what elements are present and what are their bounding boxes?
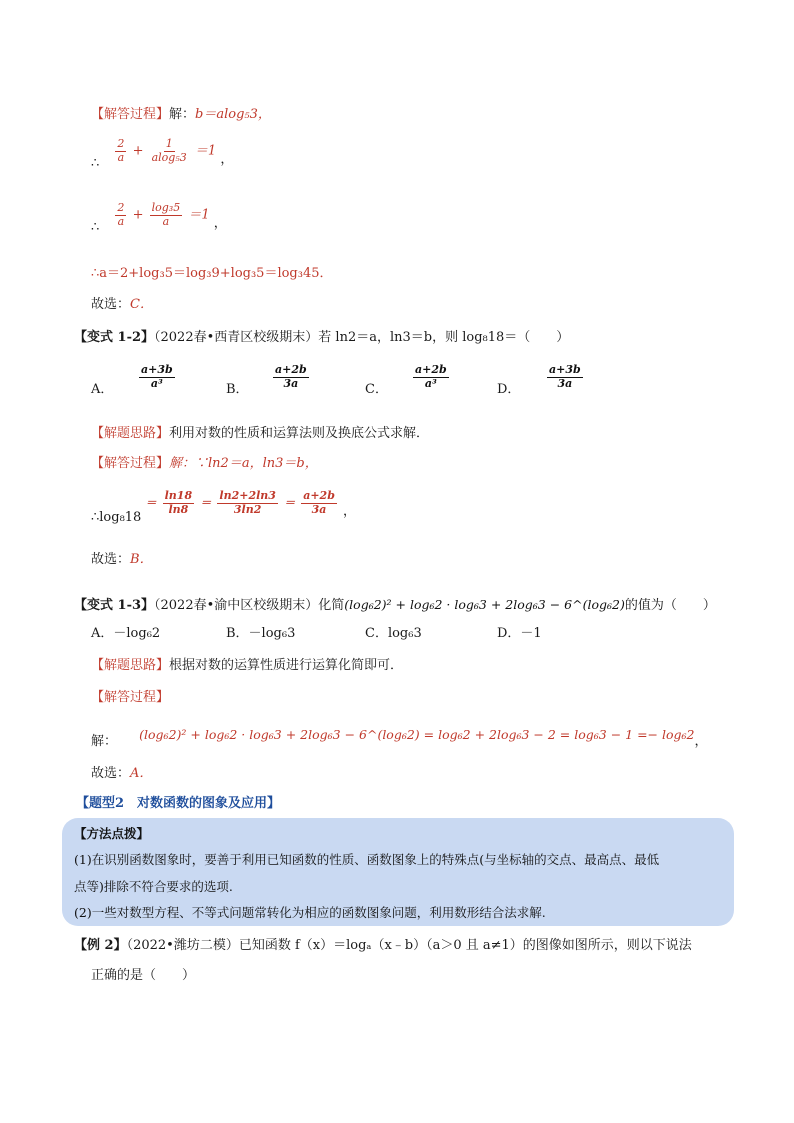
- therefore-symbol: ∴: [91, 155, 100, 171]
- solution-idea-tag: 【解题思路】: [91, 658, 170, 673]
- tips-title: 【方法点拨】: [74, 826, 150, 841]
- solution-expression: (log₆2)² + log₆2 · log₆3 + 2log₆3 − 6^(log₆2) = log₆2 + 2log₆3 − 2 = log₆3 − 1 =− log₆2: [139, 727, 695, 742]
- solution-idea-tag: 【解题思路】: [91, 426, 170, 441]
- options-row: [91, 364, 611, 404]
- option-c-label: C．: [365, 382, 388, 397]
- question-text-tail: 的值为（ ）: [624, 598, 716, 613]
- comma: ，: [220, 151, 234, 167]
- q13-option-c: C．log₆3: [365, 626, 422, 641]
- solution-idea-line: [91, 654, 403, 673]
- tips-line-3: (2)一些对数型方程、不等式问题常转化为相应的函数图象问题，利用数形结合法求解.: [74, 905, 546, 920]
- question-expression: (log₆2)² + log₆2 · log₆3 + 2log₆3 − 6^(log₆2): [344, 597, 625, 612]
- q13-option-a: A．－log₆2: [91, 626, 161, 641]
- answer-label: 故选：: [91, 552, 131, 567]
- answer-process-line: [91, 103, 271, 122]
- answer-label: 故选：: [91, 766, 131, 781]
- option-a-fraction: $\frac{a+3b}{\text{a³}}$: [141, 363, 173, 390]
- solution-lead: 解：: [91, 734, 118, 749]
- option-d-label: D．: [497, 382, 521, 397]
- q13-option-d: D．－1: [497, 626, 542, 641]
- question-tag: 【变式 1-3】: [74, 598, 155, 613]
- equation-line-1: [91, 137, 234, 171]
- option-c-fraction: $\frac{a+2b}{\text{a³}}$: [415, 363, 447, 390]
- fraction: $\frac{1}{\text{alog₅3}}$: [151, 137, 187, 164]
- answer-process-tag: 【解答过程】: [91, 690, 170, 705]
- fraction: $\frac{\text{log₃5}}{a}$: [151, 201, 181, 228]
- option-d-fraction: $\frac{a+3b}{3a}$: [549, 363, 581, 390]
- plus-sign: +: [132, 143, 144, 159]
- question-source: （2022春•渝中区校级期末）: [154, 598, 319, 613]
- answer-line: [91, 293, 153, 312]
- answer-value: C．: [130, 297, 153, 312]
- comma: ，: [343, 503, 357, 519]
- result-line: ∴a＝2+log₃5＝log₃9+log₃5＝log₃45．: [91, 266, 333, 281]
- option-b-label: B．: [226, 382, 249, 397]
- solution-idea-line: [91, 422, 429, 441]
- comma: ，: [213, 215, 227, 231]
- tips-line-1: (1)在识别函数图象时，要善于利用已知函数的性质、函数图象上的特殊点(与坐标轴的交点、最高点、最低: [74, 852, 660, 867]
- example-2-stem-cont: 正确的是（ ）: [91, 968, 196, 983]
- equals-one: ＝1: [194, 143, 217, 159]
- fraction: $\frac{\ln 18}{\ln 8}$: [164, 489, 193, 516]
- example-text: 已知函数 f（x）＝logₐ（x﹣b）（a＞0 且 a≠1）的图像如图所示，则以下说法: [238, 938, 692, 953]
- answer-line: [91, 762, 152, 781]
- solution-idea-text: 利用对数的性质和运算法则及换底公式求解．: [169, 426, 430, 441]
- section-heading: 【题型2 对数函数的图象及应用】: [76, 796, 281, 811]
- given-expression: b＝alog₅3，: [195, 107, 271, 122]
- question-text: 化简: [318, 598, 345, 613]
- equation-line-2: [91, 201, 227, 235]
- answer-process-tag: 【解答过程】: [91, 107, 170, 122]
- fraction: $\frac{a+2b}{3a}$: [303, 489, 335, 516]
- question-source: （2022春•西青区校级期末）: [154, 330, 319, 345]
- example-2-stem: [74, 934, 692, 953]
- equals-one: ＝1: [188, 207, 210, 223]
- tips-line-2: 点等)排除不符合要求的选项.: [74, 879, 233, 894]
- question-tag: 【变式 1-2】: [74, 330, 155, 345]
- answer-label: 故选：: [91, 297, 131, 312]
- method-tips-box: [62, 818, 734, 926]
- option-b-fraction: $\frac{a+2b}{3a}$: [275, 363, 307, 390]
- solution-lead: 解：: [169, 107, 196, 122]
- answer-value: A．: [130, 766, 153, 781]
- given-expression: 解：∵ln2＝a，ln3＝b，: [169, 456, 318, 471]
- therefore-symbol: ∴: [91, 219, 100, 235]
- option-a-label: A．: [91, 382, 114, 397]
- answer-process-tag: 【解答过程】: [91, 456, 170, 471]
- question-1-3-stem: [74, 594, 716, 613]
- solution-idea-text: 根据对数的运算性质进行运算化简即可．: [169, 658, 404, 673]
- answer-process-line: [91, 452, 318, 471]
- example-source: （2022•潍坊二模）: [126, 938, 239, 953]
- comma: ，: [694, 734, 708, 749]
- fraction: $\frac{2}{a}$: [117, 201, 125, 228]
- q13-option-b: B．－log₆3: [226, 626, 296, 641]
- calculation-line: ∴log₈18 ＝ $\frac{\ln 18}{\ln 8}$ ＝ $\frac{\ln 2+2\ln 3}{3\ln 2}$ ＝ $\frac{a+2b}{3a}$ ，: [91, 489, 357, 525]
- fraction: $\frac{2}{a}$: [117, 137, 125, 164]
- example-tag: 【例 2】: [74, 938, 127, 953]
- plus-sign: +: [132, 207, 144, 223]
- question-text: 若 ln2＝a，ln3＝b，则 log₈18＝（ ）: [318, 330, 570, 345]
- question-1-2-stem: [74, 326, 569, 345]
- answer-value: B．: [130, 552, 153, 567]
- answer-line: [91, 548, 153, 567]
- calc-prefix: ∴log₈18: [91, 509, 142, 525]
- solution-line: [91, 724, 708, 749]
- fraction: $\frac{\ln 2+2\ln 3}{3\ln 2}$: [219, 489, 276, 516]
